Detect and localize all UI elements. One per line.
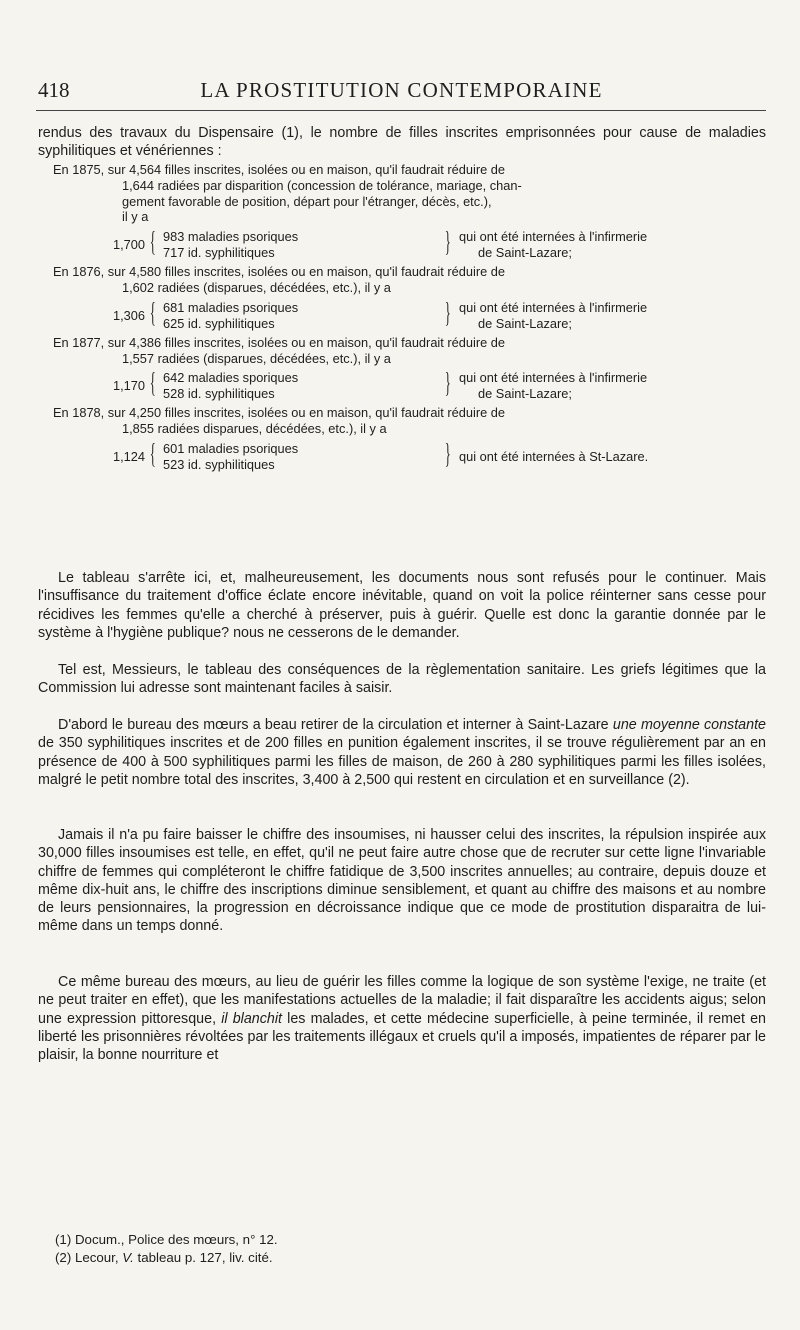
page-number: 418 (38, 78, 70, 102)
total-1878: 1,124 (113, 448, 146, 464)
intro-paragraph: rendus des travaux du Dispensaire (1), le nombre de filles inscrites emprisonnées pour cause de maladies syphilitiques et vénériennes : (38, 125, 766, 160)
stat-1878-line-1: En 1878, sur 4,250 filles inscrites, isolées ou en maison, qu'il faudrait réduire de (53, 405, 506, 421)
stat-1876-line-1: En 1876, sur 4,580 filles inscrites, isolées ou en maison, qu'il faudrait réduire de (53, 264, 506, 280)
brace-icon: { (149, 227, 156, 259)
stat-1876-breakdown: 1,306 { 681 maladies psoriques 625 id. syphilitiques } qui ont été internées à l'infirmerie de Saint-Lazare; (113, 297, 648, 331)
brace-icon: { (149, 438, 156, 470)
stat-1875-line-4: il y a (122, 209, 149, 225)
running-title: LA PROSTITUTION CONTEMPORAINE (200, 78, 603, 102)
brace-icon: { (149, 368, 156, 400)
total-1876: 1,306 (113, 307, 146, 323)
stat-1875-line-1: En 1875, sur 4,564 filles inscrites, isolées ou en maison, qu'il faudrait réduire de (53, 162, 506, 177)
page-header (38, 78, 765, 108)
stat-1878-breakdown: 1,124 { 601 maladies psoriques 523 id. syphilitiques } qui ont été internées à St-Lazare. (113, 438, 649, 472)
stat-1875-line-2: 1,644 radiées par disparition (concession de tolérance, mariage, chan- (122, 177, 522, 193)
paragraph-1: Le tableau s'arrête ici, et, malheureusement, les documents nous sont refusés pour le continuer. Mais l'insuffisance du traitement d'office éclate encore inévitable, quand on voit la police réinterner sans cesse pour récidives les femmes qu'elle a cherché à préserver, puis à guérir. Quelle est donc la garantie donnée par le système à l'hygiène publique? nous ne cesserons de le demander. (38, 570, 766, 641)
header-rule (36, 110, 766, 111)
stat-1875-breakdown: 1,700 { 983 maladies psoriques 717 id. syphilitiques } qui ont été internées à l'infirmerie de Saint-Lazare; (113, 227, 648, 261)
stat-1878-line-2: 1,855 radiées disparues, décédées, etc.), il y a (122, 421, 387, 437)
stat-1877-breakdown: 1,170 { 642 maladies sporiques 528 id. syphilitiques } qui ont été internées à l'infirmerie de Saint-Lazare; (113, 368, 648, 402)
brace-icon: } (444, 297, 451, 329)
emphasis: il blanchit (221, 1010, 283, 1027)
stats-block (38, 162, 768, 476)
total-1875: 1,700 (113, 237, 146, 253)
emphasis: une moyenne constante (612, 717, 766, 733)
paragraph-2: Tel est, Messieurs, le tableau des conséquences de la règlementation sanitaire. Les griefs légitimes que la Commission lui adresse sont maintenant faciles à saisir. (38, 662, 766, 697)
stat-1877-line-2: 1,557 radiées (disparues, décédées, etc.), il y a (122, 350, 391, 366)
paragraph-4: Jamais il n'a pu faire baisser le chiffre des insoumises, ni hausser celui des inscrites, la répulsion inspirée aux 30,000 filles insoumises est telle, en effet, qu'il ne peut faire autre chose que de recruter sur cette ligne l'invariable chiffre de femmes qui compléteront le chiffre fatidique de 3,500 inscrites annuelles; au contraire, depuis douze et même dix-huit ans, le chiffre des inscriptions diminue sensiblement, et quant au chiffre des maisons et au nombre de leurs pensionnaires, la progression en décroissance indique que ce mode de prostitution disparaitra de lui-même dans un temps donné. (38, 827, 766, 935)
brace-icon: { (149, 297, 156, 329)
total-1877: 1,170 (113, 378, 146, 394)
brace-icon: } (444, 368, 451, 400)
brace-icon: } (444, 227, 451, 259)
footnote-1: (1) Docum., Police des mœurs, n° 12. (55, 1232, 278, 1247)
footnote-2: (2) Lecour, V. tableau p. 127, liv. cité. (55, 1250, 273, 1265)
stat-1876-line-2: 1,602 radiées (disparues, décédées, etc.), il y a (122, 279, 391, 295)
paragraph-3: D'abord le bureau des mœurs a beau retirer de la circulation et interner à Saint-Lazare une moyenne constante de 350 syphilitiques inscrites et de 200 filles en punition également inscrites, il se trouve régulièrement par an en présence de 400 à 500 syphilitiques parmi les filles de maison, de 260 à 280 syphilitiques parmi les filles isolées, malgré le petit nombre total des inscrites, 3,400 à 2,500 qui restent en circulation et en surveillance (2). (38, 717, 766, 788)
stat-1875-line-3: gement favorable de position, départ pour l'étranger, décès, etc.), (122, 193, 492, 209)
brace-icon: } (444, 438, 451, 470)
paragraph-5: Ce même bureau des mœurs, au lieu de guérir les filles comme la logique de son système l'exige, ne traite (et ne peut traiter en effet), que les manifestations actuelles de la maladie; il fait disparaître les accidents aigus; selon une expression pittoresque, il blanchit les malades, et cette médecine superficielle, à peine terminée, il remet en liberté les prisonnières révoltées par les traitements illégaux et cruels qu'il a imposés, impatientes de réparer par le plaisir, la bonne nourriture et (38, 974, 767, 1064)
stat-1877-line-1: En 1877, sur 4,386 filles inscrites, isolées ou en maison, qu'il faudrait réduire de (53, 334, 506, 350)
